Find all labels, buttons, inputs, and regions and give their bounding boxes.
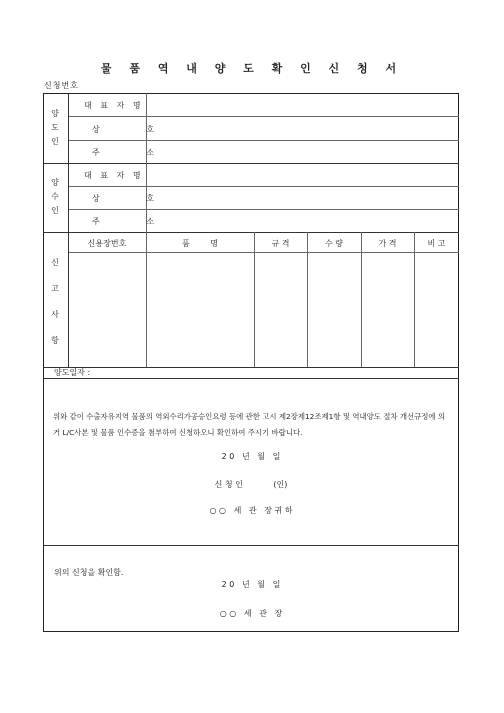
header-price: 가 격: [378, 239, 397, 248]
report-column-line: [414, 232, 415, 367]
row-line: [68, 140, 459, 141]
transferor-address-label: 주 소: [92, 148, 176, 157]
header-remarks: 비 고: [427, 239, 446, 248]
report-column-line: [361, 232, 362, 367]
header-quantity: 수 량: [325, 239, 343, 248]
confirmation-text: 위의 신청을 확인함.: [54, 568, 124, 577]
transferor-rep-name-label: 대 표 자 명: [84, 101, 144, 110]
statement-paragraph: 위와 같이 수출자유지역 물품의 역외수리가공승인요령 등에 관한 고시 제2장제12조제1항 및 역내양도 절차 개선규정에 의거 L/C사본 및 물품 인수증을 첨부하여 신청하오니 확인하여 주시기 바랍니다.: [53, 412, 446, 437]
row-line: [68, 252, 459, 253]
transferor-side-label: 양 도 인: [51, 109, 59, 146]
divider-transferee: [43, 232, 459, 233]
divider-transferor: [43, 163, 459, 164]
transferee-side-label: 양 수 인: [51, 178, 59, 215]
addressee-line: ○ ○ 세 관 장 귀 하: [209, 506, 293, 515]
report-column-line: [254, 232, 255, 367]
divider-date: [43, 378, 459, 379]
transferor-trade-name-label: 상 호: [92, 125, 176, 134]
transferee-trade-name-label: 상 호: [92, 194, 176, 203]
divider-report: [43, 367, 459, 368]
transferee-address-label: 주 소: [92, 217, 176, 226]
transferee-rep-name-label: 대 표 자 명: [84, 171, 144, 180]
report-side-label: 신 고 사 항: [51, 258, 59, 345]
row-line: [68, 209, 459, 210]
confirmation-date-line: 2 0 년 월 일: [221, 580, 281, 589]
report-column-line: [307, 232, 308, 367]
report-column-line: [146, 232, 147, 367]
header-lc-number: 신용장번호: [87, 239, 127, 248]
transfer-date-label: 양도일자 :: [54, 368, 91, 377]
row-line: [68, 116, 459, 117]
document-title: 물 품 역 내 양 도 확 인 신 청 서: [100, 62, 404, 75]
header-spec: 규 격: [271, 239, 290, 248]
applicant-line: 신 청 인 (인): [214, 480, 288, 489]
side-label-column-line: [68, 93, 69, 367]
header-item-name: 품 명: [182, 239, 218, 248]
field-label-column-line: [146, 93, 147, 232]
divider-statement: [43, 545, 459, 546]
application-number-label: 신청번호: [44, 81, 79, 90]
customs-office-line: ○ ○ 세 관 장: [219, 609, 283, 618]
row-line: [68, 186, 459, 187]
statement-date-line: 2 0 년 월 일: [221, 452, 281, 461]
